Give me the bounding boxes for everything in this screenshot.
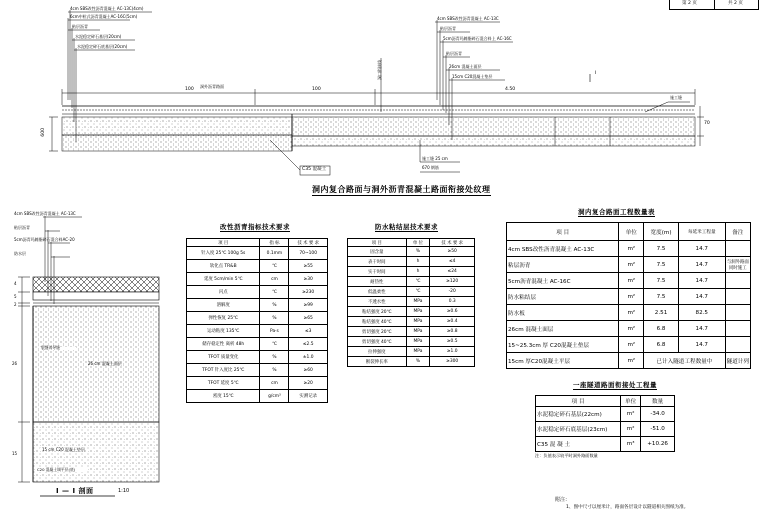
table-cell: 5cm沥青混凝土 AC-16C — [507, 273, 619, 289]
table-cell: 2.51 — [644, 305, 679, 321]
table-cell: 82.5 — [678, 305, 725, 321]
q-h-0: 项 目 — [507, 223, 619, 241]
small-table-title: 一座隧道路面衔接处工程量 — [573, 381, 657, 389]
table-cell: 防水粘结层 — [507, 289, 619, 305]
table-cell: 26cm 混凝土面层 — [507, 321, 619, 337]
table-cell: ≥99 — [289, 299, 328, 312]
table-cell: 水泥稳定碎石基层(22cm) — [536, 407, 621, 422]
dim-600: 600 — [41, 127, 47, 137]
table-cell: 7.5 — [644, 289, 679, 305]
table-cell — [725, 241, 750, 257]
table-cell: ℃ — [260, 260, 289, 273]
table-cell: g/cm³ — [260, 390, 289, 403]
layer-15-label: 15 cm C20 混凝土垫层 — [42, 447, 85, 452]
table-cell: TFOT 质量变化 — [187, 351, 260, 364]
table-cell: m² — [621, 422, 641, 437]
table-cell: 70~100 — [289, 247, 328, 260]
dim-450: 4.50 — [505, 87, 516, 92]
table-cell: 7.5 — [644, 241, 679, 257]
table-cell: ≤2.5 — [289, 338, 328, 351]
joint-quantity-table — [535, 395, 675, 452]
table-cell: 与洞外路面同时施工 — [725, 257, 750, 273]
sec-dim-5: 15 — [12, 451, 18, 456]
table-cell: -34.0 — [641, 407, 675, 422]
leader-right-3: 5cm沥青玛蹄脂碎石混合料上 AC-16C — [443, 36, 512, 41]
table-cell: +10.26 — [641, 437, 675, 452]
table-cell: h — [406, 257, 430, 267]
table-cell: MPa — [406, 337, 430, 347]
footnote-text: 1、图中尺寸以厘米计，路面各层设计以隧道相关图纸为准。 — [566, 505, 689, 510]
dim-70: 70 — [704, 121, 710, 126]
mark-i: I — [595, 71, 597, 76]
leader-right-6: 15cm C20混凝土垫层 — [452, 74, 493, 79]
table-cell: ≥55 — [289, 260, 328, 273]
table-cell: m² — [619, 337, 644, 353]
leader-right-2: 粘层沥青 — [440, 26, 456, 31]
table-cell: 剪切强度 40℃ — [348, 337, 407, 347]
leader-left-4: 水泥稳定碎石基层(20cm) — [75, 34, 122, 39]
table-cell: 储存稳定性 离析 48h — [187, 338, 260, 351]
q-h-1: 单位 — [619, 223, 644, 241]
table-cell: 溶解度 — [187, 299, 260, 312]
table-cell: 0.1mm — [260, 247, 289, 260]
c35-label: C35 混凝土 — [302, 167, 327, 172]
table-cell: 粘结强度 40℃ — [348, 317, 407, 327]
sec-dim-2: 5 — [14, 294, 17, 299]
table-cell: 6.8 — [644, 337, 679, 353]
table-cell: 6.8 — [644, 321, 679, 337]
table-cell: ≥65 — [289, 312, 328, 325]
table-cell: % — [260, 364, 289, 377]
table-cell: MPa — [406, 327, 430, 337]
dim-100-a: 100 — [185, 87, 194, 92]
s-h-0: 项 目 — [536, 396, 621, 407]
table-cell: % — [406, 247, 430, 257]
table-cell: 粘层沥青 — [507, 257, 619, 273]
q-h-4: 备注 — [725, 223, 750, 241]
table-cell: m² — [619, 257, 644, 273]
joint-note: 施工缝 — [670, 95, 682, 100]
table-cell: 14.7 — [678, 273, 725, 289]
table-cell: % — [260, 351, 289, 364]
table-cell: 实测记录 — [289, 390, 328, 403]
table-cell: 断裂伸长率 — [348, 357, 407, 367]
table-cell: m² — [619, 321, 644, 337]
leader-left-2: 6cm中粒式沥青混凝土AC-16C(5cm) — [70, 14, 138, 19]
table-cell: 固含量 — [348, 247, 407, 257]
mid-h-1: 指 标 — [260, 239, 289, 247]
sec-leader-1: 4cm SBS改性沥青混凝土 AC-13C — [14, 211, 76, 216]
table-cell: h — [406, 267, 430, 277]
table-cell: 运动粘度 135℃ — [187, 325, 260, 338]
table-cell: ≥300 — [430, 357, 475, 367]
quantity-table — [506, 222, 751, 369]
table-cell: ≤3 — [289, 325, 328, 338]
table-cell: ≥20 — [289, 377, 328, 390]
table-cell: 防水板 — [507, 305, 619, 321]
table-cell: ≥60 — [289, 364, 328, 377]
sec-leader-4: 防水层 — [14, 251, 26, 256]
q-h-3: 每延米工程量 — [678, 223, 725, 241]
table-cell: -51.0 — [641, 422, 675, 437]
table-cell: MPa — [406, 297, 430, 307]
crack-label: 裂缝诱导缝 — [41, 345, 60, 350]
rm-h-2: 技 术 要 求 — [430, 239, 475, 247]
leader-right-4: 粘层沥青 — [446, 51, 462, 56]
table-cell: TFOT 针入度比 25℃ — [187, 364, 260, 377]
table-cell: 低温柔性 — [348, 287, 407, 297]
s-h-2: 数量 — [641, 396, 675, 407]
table-cell — [725, 289, 750, 305]
table-cell: 密度 15℃ — [187, 390, 260, 403]
table-cell: 14.7 — [678, 257, 725, 273]
table-cell: 0.3 — [430, 297, 475, 307]
section-scale: 1:10 — [118, 488, 130, 494]
mid-h-0: 项 目 — [187, 239, 260, 247]
table-cell: m³ — [621, 437, 641, 452]
table-cell: cm — [260, 273, 289, 286]
page-total: 共 2 页 — [728, 1, 744, 6]
leader-right-1: 4cm SBS改性沥青混凝土 AC-13C — [437, 16, 499, 21]
s-h-1: 单位 — [621, 396, 641, 407]
table-cell: MPa — [406, 347, 430, 357]
table-cell: m² — [619, 241, 644, 257]
table-cell: cm — [260, 377, 289, 390]
table-cell: m² — [619, 289, 644, 305]
table-cell: 15~25.3cm 厚 C20混凝土垫层 — [507, 337, 619, 353]
annot-1: 施工缝 25 cm — [422, 156, 448, 161]
table-cell: ≥120 — [430, 277, 475, 287]
mid-h-2: 技 术 要 求 — [289, 239, 328, 247]
table-cell: Pa·s — [260, 325, 289, 338]
leader-right-5: 26cm 混凝土面层 — [449, 64, 482, 69]
table-cell: MPa — [406, 307, 430, 317]
table-cell: 14.7 — [678, 337, 725, 353]
q-h-2: 宽度(m) — [644, 223, 679, 241]
table-cell: ℃ — [406, 277, 430, 287]
table-cell: TFOT 延度 5℃ — [187, 377, 260, 390]
table-cell: 隧道计列 — [725, 353, 750, 369]
table-cell: 4cm SBS改性沥青混凝土 AC-13C — [507, 241, 619, 257]
sec-leader-3: 5cm沥青玛蹄脂碎石混合料AC-20 — [14, 237, 75, 242]
rm-h-0: 项 目 — [348, 239, 407, 247]
table-cell: 14.7 — [678, 289, 725, 305]
table-cell: ℃ — [406, 287, 430, 297]
table-cell — [725, 305, 750, 321]
table-cell: % — [406, 357, 430, 367]
table-cell: 弹性恢复 25℃ — [187, 312, 260, 325]
table-cell — [725, 321, 750, 337]
table-cell: ≤24 — [430, 267, 475, 277]
table-cell: 耐热性 — [348, 277, 407, 287]
mid-table-title: 改性沥青指标技术要求 — [220, 223, 290, 231]
table-cell — [725, 273, 750, 289]
table-cell: 粘结强度 20℃ — [348, 307, 407, 317]
layer-26-label: 26 cm 混凝土面层 — [88, 361, 122, 366]
table-cell: 14.7 — [678, 321, 725, 337]
annot-2: 670 钢筋 — [422, 165, 439, 170]
table-cell: 不透水性 — [348, 297, 407, 307]
table-cell — [725, 337, 750, 353]
section-i-title: I — I 剖面 — [56, 487, 94, 495]
table-cell: ≥1.0 — [430, 347, 475, 357]
page-number: 第 2 页 — [682, 1, 698, 6]
base-label: C20 混凝土调平层(底) — [37, 467, 76, 472]
small-table-note: 注：负值表示较平时洞外路面数量 — [535, 453, 598, 458]
table-cell: MPa — [406, 317, 430, 327]
table-cell: ≤4 — [430, 257, 475, 267]
table-cell: 实干时间 — [348, 267, 407, 277]
table-cell: ≥0.6 — [430, 307, 475, 317]
leader-left-1: 4cm SBS改性沥青混凝土 AC-13C(4cm) — [70, 6, 144, 11]
table-cell: 14.7 — [678, 241, 725, 257]
vertical-label: 洞口衔接线 — [377, 60, 382, 80]
table-cell: 7.5 — [644, 257, 679, 273]
table-cell: ±1.0 — [289, 351, 328, 364]
table-cell: 延度 5cm/min 5℃ — [187, 273, 260, 286]
table-cell: m² — [619, 273, 644, 289]
table-cell: ℃ — [260, 286, 289, 299]
right-mid-table-title: 防水粘结层技术要求 — [375, 223, 438, 231]
table-cell: 剪切强度 20℃ — [348, 327, 407, 337]
sec-dim-1: 4 — [14, 281, 17, 286]
table-cell: 针入度 25℃ 100g 5s — [187, 247, 260, 260]
left-section-label: 洞外沥青路面 — [200, 84, 224, 89]
table-cell: 15cm 厚C20混凝土平层 — [507, 353, 619, 369]
table-cell: m² — [619, 305, 644, 321]
section-title: 洞内复合路面与洞外沥青混凝土路面衔接处纹理 — [312, 185, 491, 194]
table-cell: 水泥稳定碎石底基层(23cm) — [536, 422, 621, 437]
waterproof-spec-table — [347, 238, 475, 367]
table-cell: ≥0.4 — [430, 317, 475, 327]
table-cell: % — [260, 299, 289, 312]
rm-h-1: 单 位 — [406, 239, 430, 247]
quantity-table-title: 洞内复合路面工程数量表 — [578, 208, 655, 216]
table-cell: % — [260, 312, 289, 325]
table-cell: 表干时间 — [348, 257, 407, 267]
table-cell: m² — [621, 407, 641, 422]
table-cell: ≥30 — [289, 273, 328, 286]
table-cell: 7.5 — [644, 273, 679, 289]
sec-leader-2: 粘层沥青 — [14, 225, 30, 230]
footnote-head: 附注： — [555, 497, 571, 503]
table-cell: C35 混 凝 土 — [536, 437, 621, 452]
leader-left-3: 粘层沥青 — [72, 24, 88, 29]
sec-dim-4: 26 — [12, 361, 18, 366]
table-cell: ≥50 — [430, 247, 475, 257]
table-cell: ℃ — [260, 338, 289, 351]
table-cell: 拉伸强度 — [348, 347, 407, 357]
table-cell: 软化点 TR&B — [187, 260, 260, 273]
asphalt-spec-table — [186, 238, 328, 403]
table-cell: ≥230 — [289, 286, 328, 299]
table-cell: -20 — [430, 287, 475, 297]
dim-100-b: 100 — [312, 87, 321, 92]
table-cell: ≥0.8 — [430, 327, 475, 337]
sec-dim-3: 2 — [14, 302, 17, 307]
table-cell: 闪点 — [187, 286, 260, 299]
table-cell: m² — [619, 353, 644, 369]
leader-left-5: 水泥稳定碎石底基层(20cm) — [77, 44, 128, 49]
table-cell: ≥0.5 — [430, 337, 475, 347]
table-cell: 已计入隧道工程数量中 — [644, 353, 725, 369]
